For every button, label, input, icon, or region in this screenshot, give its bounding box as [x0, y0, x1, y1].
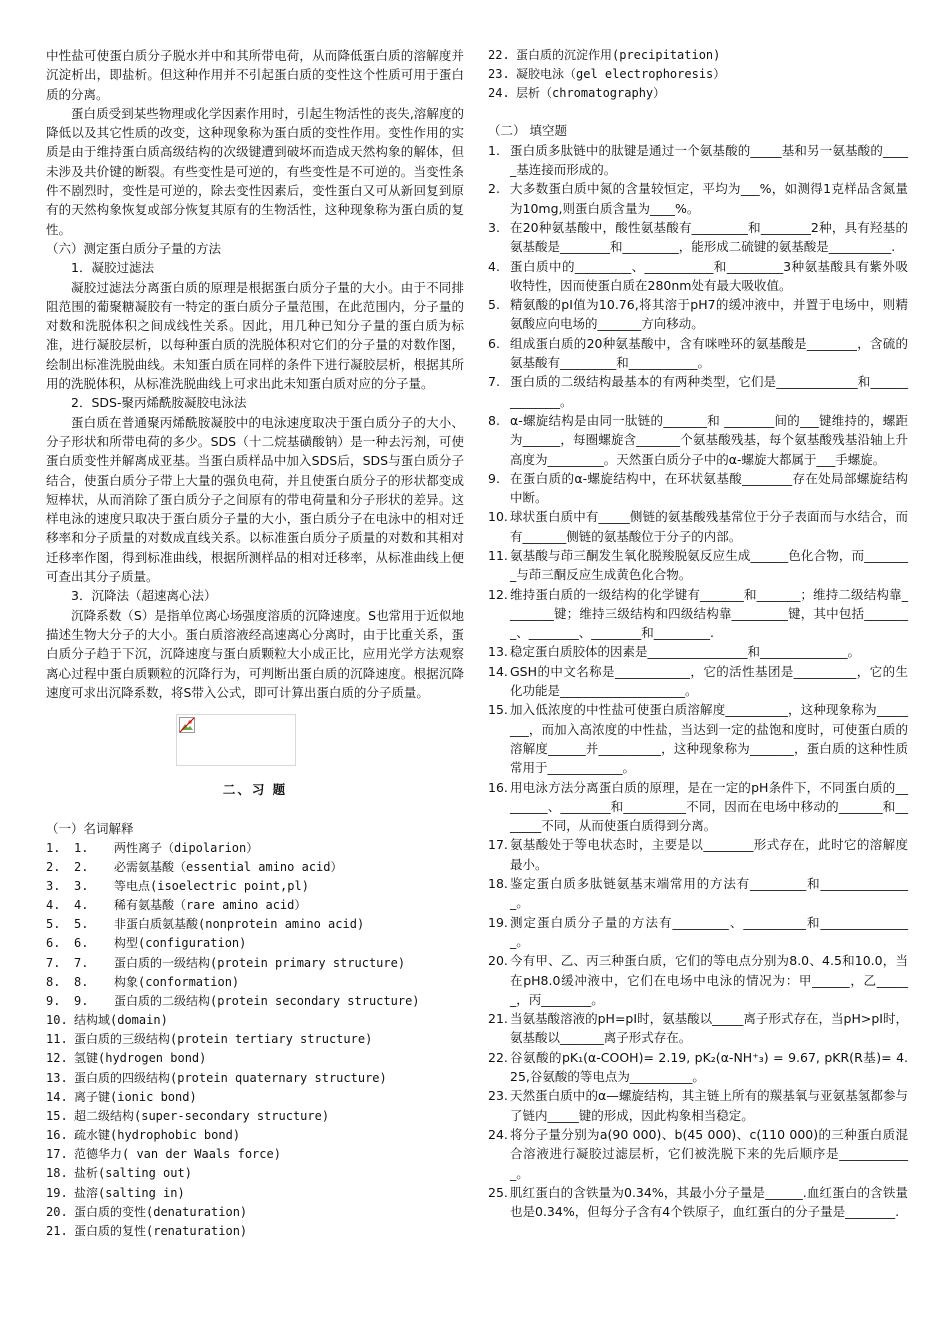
question-item: 18. 鉴定蛋白质多肽链氨基末端常用的方法有_________和_______________。 — [488, 876, 908, 911]
term-item: 12. 氢键(hydrogen bond) — [46, 1051, 207, 1066]
heading-gel-filtration: 1．凝胶过滤法 — [71, 260, 154, 276]
term-item: 9. 9. 蛋白质的二级结构(protein secondary structure) — [46, 993, 420, 1008]
question-item: 19. 测定蛋白质分子量的方法有_________、__________和_______________。 — [488, 914, 908, 949]
term-item: 13. 蛋白质的四级结构(protein quaternary structure) — [46, 1070, 387, 1085]
heading-sedimentation: 3．沉降法（超速离心法） — [71, 588, 217, 604]
term-item: 19. 盐溶(salting in) — [46, 1185, 185, 1200]
question-item: 22. 谷氨酸的pK₁(α-COOH)= 2.19, pK₂(α-NH⁺₃) = 9.67, pKR(R基)= 4.25,谷氨酸的等电点为__________。 — [488, 1049, 908, 1085]
term-item: 5. 5. 非蛋白质氨基酸(nonprotein amino acid) — [46, 917, 365, 932]
broken-image-placeholder — [176, 714, 296, 766]
question-item: 1. 蛋白质多肽链中的肽键是通过一个氨基酸的_____基和另一氨基酸的_____基连接而形成的。 — [488, 142, 908, 178]
term-item: 23. 凝胶电泳（gel electrophoresis） — [488, 67, 726, 82]
question-item: 14. GSH的中文名称是____________，它的活性基团是__________，它的生化功能是____________________。 — [488, 663, 908, 699]
term-item: 17. 范德华力( van der Waals force) — [46, 1147, 281, 1162]
left-column — [46, 46, 464, 1241]
paragraph-denaturation: 蛋白质受到某些物理或化学因素作用时，引起生物活性的丧失,溶解度的降低以及其它性质的改变，这种现象称为蛋白质的变性作用。变性作用的实质是由于维持蛋白质高级结构的次级键遭到破坏而造成天然构象的解体，但未涉及共价键的断裂。有些变性是可逆的，有些变性是不可逆的。当变性条件不剧烈时，变性是可逆的，除去变性因素后，变性蛋白又可从新回复到原有的天然构象恢复或部分恢复其原有的生物活性，这种现象称为蛋白质的复性。 — [46, 105, 464, 237]
question-item: 5. 精氨酸的pI值为10.76,将其溶于pH7的缓冲液中，并置于电场中，则精氨酸应向电场的_______方向移动。 — [488, 297, 908, 332]
term-item: 8. 8. 构象(conformation) — [46, 974, 240, 989]
term-item: 10. 结构域(domain) — [46, 1013, 168, 1028]
term-item: 18. 盐析(salting out) — [46, 1166, 192, 1181]
question-item: 20. 今有甲、乙、丙三种蛋白质，它们的等电点分别为8.0、4.5和10.0，当在pH8.0缓冲液中，它们在电场中电泳的情况为：甲______，乙______，丙________。 — [488, 953, 908, 1007]
question-item: 12. 维持蛋白质的一级结构的化学键有_______和_______；维持二级结构靠________键；维持三级结构和四级结构靠_________键，其中包括________、________、________和_________. — [488, 586, 908, 641]
fill-in-questions — [488, 141, 908, 1222]
term-item: 2. 2. 必需氨基酸（essential amino acid） — [46, 859, 343, 874]
question-item: 24. 将分子量分别为a(90 000)、b(45 000)、c(110 000)的三种蛋白质混合溶液进行凝胶过滤层析，它们被洗脱下来的先后顺序是____________。 — [488, 1126, 908, 1181]
question-item: 11. 氨基酸与茚三酮发生氧化脱羧脱氨反应生成______色化合物，而________与茚三酮反应生成黄色化合物。 — [488, 548, 908, 583]
term-item: 20. 蛋白质的变性(denaturation) — [46, 1204, 248, 1219]
question-item: 9. 在蛋白质的α-螺旋结构中，在环状氨基酸________存在处局部螺旋结构中断。 — [488, 470, 908, 506]
paragraph-salting-out: 中性盐可使蛋白质分子脱水并中和其所带电荷，从而降低蛋白质的溶解度并沉淀析出，即盐析。但这种作用并不引起蛋白质的变性这个性质可用于蛋白质的分离。 — [46, 48, 464, 102]
term-item: 3. 3. 等电点(isoelectric point,pl) — [46, 879, 309, 893]
question-item: 7. 蛋白质的二级结构最基本的有两种类型，它们是_____________和______________。 — [488, 374, 908, 409]
question-item: 3. 在20种氨基酸中，酸性氨基酸有_________和________2种，具有羟基的氨基酸是________和_________，能形成二硫键的氨基酸是__________. — [488, 219, 908, 255]
question-item: 16. 用电泳方法分离蛋白质的原理，是在一定的pH条件下，不同蛋白质的________、________和__________不同，因而在电场中移动的_______和_______不同，从而使蛋白质得到分离。 — [488, 779, 908, 834]
question-item: 10. 球状蛋白质中有_____侧链的氨基酸残基常位于分子表面而与水结合，而有_______侧链的氨基酸位于分子的内部。 — [488, 509, 908, 544]
question-item: 2. 大多数蛋白质中氮的含量较恒定，平均为___%，如测得1克样品含氮量为10mg,则蛋白质含量为____%。 — [488, 181, 908, 216]
term-item: 1. 1. 两性离子（dipolarion） — [46, 840, 259, 855]
right-column — [488, 46, 908, 1221]
terms-list-continued — [488, 46, 908, 103]
question-item: 17. 氨基酸处于等电状态时，主要是以________形式存在，此时它的溶解度最小。 — [488, 837, 908, 872]
question-item: 6. 组成蛋白质的20种氨基酸中，含有咪唑环的氨基酸是________，含硫的氨基酸有_________和___________。 — [488, 335, 908, 371]
heading-molecular-weight-methods: （六）测定蛋白质分子量的方法 — [46, 240, 222, 256]
term-item: 16. 疏水键(hydrophobic bond) — [46, 1128, 241, 1143]
paragraph-gel-filtration: 凝胶过滤法分离蛋白质的原理是根据蛋白质分子量的大小。由于不同排阻范围的葡聚糖凝胶有一特定的蛋白质分子量范围，在此范围内，分子量的对数和洗脱体积之间成线性关系。因此，用几种已知分子量的蛋白质为标准，进行凝胶层析，以每种蛋白质的洗脱体积对它们的分子量的对数作图，绘制出标准洗脱曲线。未知蛋白质在同样的条件下进行凝胶层析，根据其所用的洗脱体积，从标准洗脱曲线上可求出此未知蛋白质对应的分子量。 — [46, 279, 464, 392]
term-item: 21. 蛋白质的复性(renaturation) — [46, 1223, 248, 1238]
question-item: 25. 肌红蛋白的含铁量为0.34%，其最小分子量是______.血红蛋白的含铁量也是0.34%，但每分子含有4个铁原子，血红蛋白的分子量是________. — [488, 1184, 908, 1220]
question-item: 13. 稳定蛋白质胶体的因素是________________和______________。 — [488, 644, 861, 660]
term-item: 22. 蛋白质的沉淀作用(precipitation) — [488, 48, 721, 62]
term-item: 7. 7. 蛋白质的一级结构(protein primary structure) — [46, 955, 406, 970]
term-item: 24. 层析（chromatography） — [488, 86, 666, 101]
term-item: 15. 超二级结构(super-secondary structure) — [46, 1108, 330, 1123]
fill-in-heading: （二） 填空题 — [488, 123, 567, 139]
heading-sds-page: 2．SDS-聚丙烯酰胺凝胶电泳法 — [71, 395, 247, 411]
broken-image-icon — [179, 717, 195, 733]
term-item: 11. 蛋白质的三级结构(protein tertiary structure) — [46, 1032, 373, 1047]
terms-heading: （一）名词解释 — [46, 821, 134, 837]
terms-list — [46, 839, 464, 1241]
paragraph-sds-page: 蛋白质在普通聚丙烯酰胺凝胶中的电泳速度取决于蛋白质分子的大小、分子形状和所带电荷的多少。SDS（十二烷基磺酸钠）是一种去污剂，可使蛋白质变性并解离成亚基。当蛋白质样品中加入SDS后，SDS与蛋白质分子结合，使蛋白质分子带上大量的强负电荷，并且使蛋白质分子的形状都变成短棒状，从而消除了蛋白质分子之间原有的带电荷量和分子形状的差异。这样电泳的速度只取决于蛋白质分子量的大小，蛋白质分子在电泳中的相对迁移率和分子质量的对数成直线关系。以标准蛋白质分子质量的对数和其相对迁移率作图，得到标准曲线，根据所测样品的相对迁移率，从标准曲线上便可查出其分子质量。 — [46, 414, 464, 585]
question-item: 21. 当氨基酸溶液的pH=pI时，氨基酸以_____离子形式存在，当pH>pI时，氨基酸以_______离子形式存在。 — [488, 1011, 908, 1046]
term-item: 4. 4. 稀有氨基酸（rare amino acid） — [46, 898, 307, 913]
paragraph-sedimentation: 沉降系数（S）是指单位离心场强度溶质的沉降速度。S也常用于近似地描述生物大分子的大小。蛋白质溶液经高速离心分离时，由于比重关系，蛋白质分子趋于下沉，沉降速度与蛋白质颗粒大小成正比，应用光学方法观察离心过程中蛋白质颗粒的沉降行为，可判断出蛋白质的沉降速度。根据沉降速度可求出沉降系数，将S带入公式，即可计算出蛋白质的分子质量。 — [46, 607, 464, 700]
question-item: 15. 加入低浓度的中性盐可使蛋白质溶解度__________，这种现象称为________，而加入高浓度的中性盐，当达到一定的盐饱和度时，可使蛋白质的溶解度______并__________，这种现象称为_______，蛋白质的这种性质常用于____________。 — [488, 702, 908, 776]
section-title-exercises: 二、习 题 — [222, 782, 288, 798]
question-item: 4. 蛋白质中的_________、___________和_________3种氨基酸具有紫外吸收特性，因而使蛋白质在280nm处有最大吸收值。 — [488, 258, 908, 293]
term-item: 14. 离子键(ionic bond) — [46, 1089, 197, 1104]
question-item: 23. 天然蛋白质中的α—螺旋结构，其主链上所有的羰基氧与亚氨基氢都参与了链内_____键的形成，因此构象相当稳定。 — [488, 1088, 908, 1123]
question-item: 8. α-螺旋结构是由同一肽链的_______和 ________间的___键维持的，螺距为______，每圈螺旋含_______个氨基酸残基，每个氨基酸残基沿轴上升高度为_________。天然蛋白质分子中的α-螺旋大都属于___手螺旋。 — [488, 412, 908, 467]
term-item: 6. 6. 构型(configuration) — [46, 936, 247, 951]
